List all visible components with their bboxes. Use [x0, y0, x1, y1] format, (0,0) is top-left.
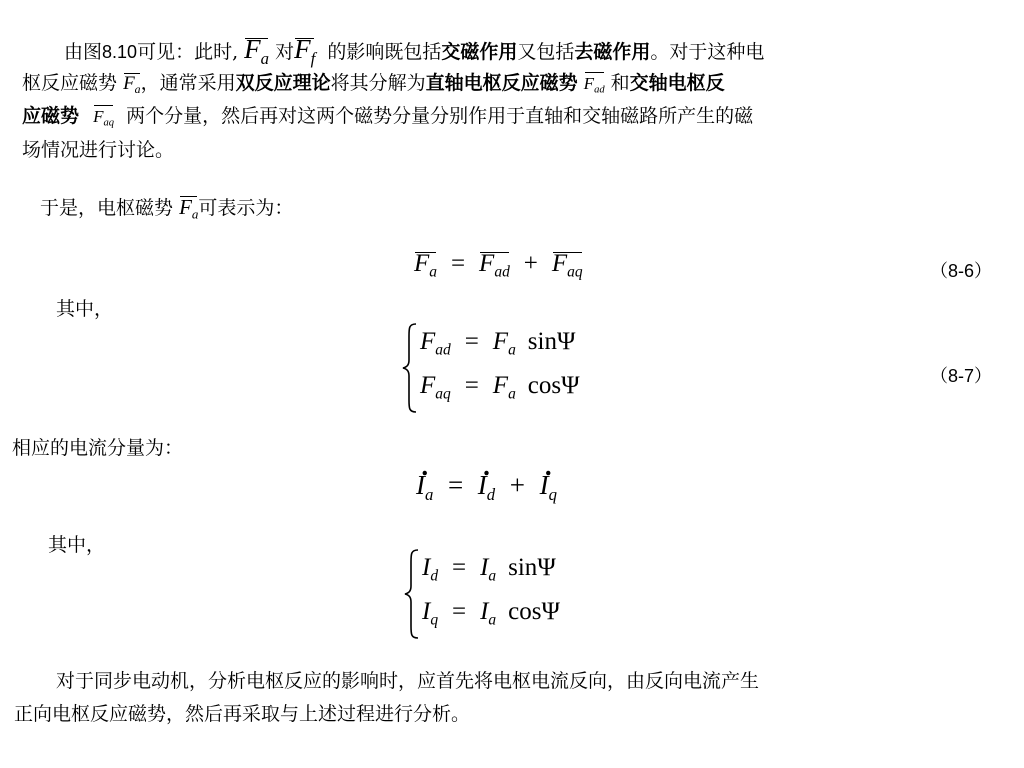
- para1-text: 枢反应磁势: [22, 72, 118, 94]
- symbol-faq: $F_{aq}$: [93, 104, 114, 137]
- para1-text: 由图: [64, 41, 103, 63]
- term-cross-magnetizing: 交磁作用: [441, 41, 518, 63]
- figure-reference: 8.10: [102, 42, 138, 62]
- symbol-fa: $F_a$: [179, 194, 198, 228]
- eq-term: $F_{aq}$: [551, 250, 583, 281]
- term-two-reaction-theory: 双反应理论: [235, 72, 331, 94]
- para1-text: 的影响既包括: [327, 41, 442, 63]
- equation-8-6: $F_a = F_{ad} + F_{aq}$: [414, 250, 583, 281]
- equation-8-7-row1: $F_{ad} = F_a$ sinΨ: [420, 328, 576, 359]
- para1-text: 又包括: [517, 41, 575, 63]
- para1-text: 两个分量，然后再对这两个磁势分量分别作用于直轴和交轴磁路所产生的磁: [126, 105, 754, 127]
- brace-icon: [404, 548, 420, 640]
- term-quadrature-axis-mmf: 交轴电枢反: [629, 72, 725, 94]
- symbol-fa: $F_a$: [123, 71, 141, 103]
- term-demagnetizing: 去磁作用: [574, 41, 651, 63]
- label-qizhong: 其中，: [56, 298, 114, 320]
- term-quadrature-axis-mmf: 应磁势: [22, 105, 80, 127]
- brace-icon: [402, 322, 418, 414]
- equation-number-8-7: （8-7）: [930, 366, 993, 386]
- para1-text: 场情况进行讨论。: [22, 139, 175, 161]
- para1-line3: [22, 103, 753, 137]
- para1-text: 对: [275, 41, 295, 63]
- para1-text: 可见：此时,: [137, 41, 239, 63]
- para1-line1: [64, 36, 764, 72]
- para1-text: 将其分解为: [330, 72, 426, 94]
- symbol-fa: $F_a$: [244, 36, 269, 72]
- eq-term: $F_{ad}$: [479, 250, 510, 281]
- intro-armature-mmf: 于是，电枢磁势 $F_a$可表示为：: [40, 194, 293, 228]
- final-para-line1: 对于同步电动机，分析电枢反应的影响时，应首先将电枢电流反向，由反向电流产生: [56, 670, 760, 692]
- equation-8-7-row2: $F_{aq} = F_a$ cosΨ: [420, 372, 580, 403]
- label-qizhong: 其中，: [48, 534, 106, 556]
- term-direct-axis-mmf: 直轴电枢反应磁势: [425, 72, 578, 94]
- final-para-line2: 正向电枢反应磁势，然后再采取与上述过程进行分析。: [14, 703, 471, 725]
- symbol-ff: $F_f$: [294, 36, 315, 72]
- equation-current-row2: $I_q = I_a$ cosΨ: [422, 598, 560, 629]
- equation-current: . $I_a$ = . $I_d$ + . $I_q$: [416, 470, 557, 505]
- para1-text: 和: [610, 72, 630, 94]
- current-components-intro: 相应的电流分量为：: [12, 437, 184, 459]
- equation-current-row1: $I_d = I_a$ sinΨ: [422, 554, 556, 585]
- para1-line4: [22, 137, 174, 163]
- symbol-fad: $F_{ad}$: [584, 71, 605, 104]
- para1-line2: [22, 70, 725, 104]
- eq-term: $F_a$: [414, 250, 438, 281]
- para1-text: ，通常采用: [140, 72, 236, 94]
- equation-number-8-6: （8-6）: [930, 261, 993, 281]
- para1-text: 。对于这种电: [650, 41, 765, 63]
